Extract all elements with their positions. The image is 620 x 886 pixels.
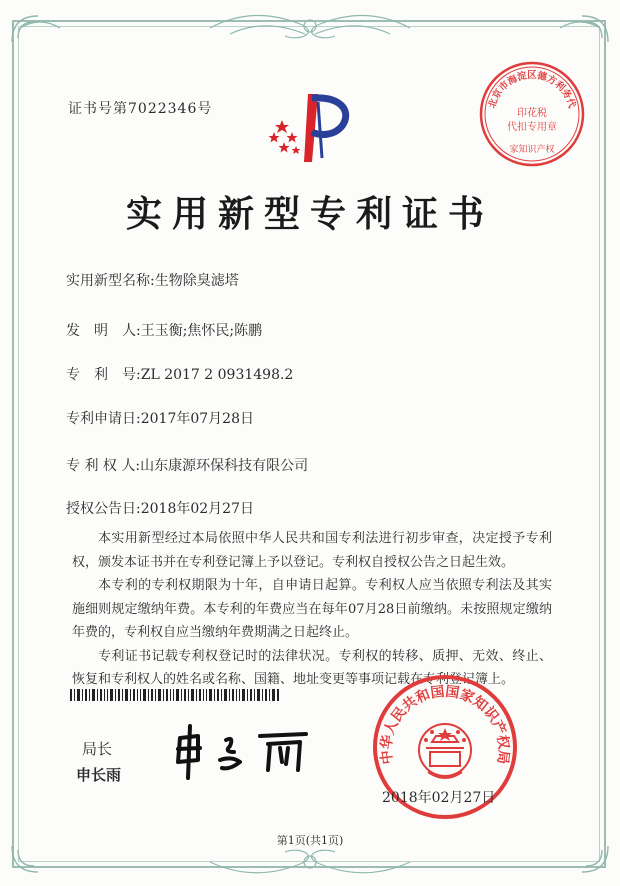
tax-seal-ring-text: 北京市海淀区德方利务代 bbox=[486, 70, 578, 110]
director-title: 局长 bbox=[82, 740, 113, 758]
field-application-date bbox=[66, 408, 254, 428]
field-value: 2018年02月27日 bbox=[140, 501, 254, 517]
tax-seal-stamp bbox=[476, 58, 588, 170]
field-inventor bbox=[66, 320, 262, 340]
tax-seal-line2: 代扣专用章 bbox=[507, 122, 557, 133]
national-seal-ring-text: 中华人民共和国国家知识产权局 bbox=[378, 683, 512, 766]
field-label: 授权公告日: bbox=[66, 501, 141, 517]
field-utility-model-name bbox=[66, 270, 239, 290]
patent-office-logo bbox=[262, 88, 358, 168]
field-value: ZL 2017 2 0931498.2 bbox=[140, 367, 294, 383]
body-paragraph-3: 专利证书记载专利权登记时的法律状况。专利权的转移、质押、无效、终止、恢复和专利权人的姓名或名称、国籍、地址变更等事项记载在专利登记簿上。 bbox=[72, 648, 552, 687]
certificate-number: 证书号第7022346号 bbox=[68, 101, 213, 117]
field-label: 发 明 人: bbox=[66, 323, 141, 339]
director-name: 申长雨 bbox=[76, 766, 122, 784]
field-label: 实用新型名称: bbox=[66, 273, 155, 289]
field-patentee bbox=[66, 455, 308, 475]
field-label: 专 利 权 人: bbox=[66, 458, 141, 474]
field-value: 王玉衡;焦怀民;陈鹏 bbox=[140, 323, 263, 339]
handwritten-signature bbox=[168, 722, 318, 782]
corner-ornament-top-right bbox=[578, 12, 612, 46]
field-value: 山东康源环保科技有限公司 bbox=[140, 458, 309, 474]
page-number: 第1页(共1页) bbox=[276, 834, 344, 847]
body-paragraph-2: 本专利的专利权期限为十年，自申请日起算。专利权人应当依照专利法及其实施细则规定缴纳年费。本专利的年费应当在每年07月28日前缴纳。未按照规定缴纳年费的，专利权自应当缴纳年费期满之日起终止。 bbox=[72, 578, 552, 640]
field-label: 专 利 号: bbox=[66, 367, 141, 383]
field-patent-number bbox=[66, 364, 293, 384]
field-grant-date bbox=[66, 498, 254, 518]
certificate-title: 实用新型专利证书 bbox=[125, 193, 494, 235]
certificate-body bbox=[72, 527, 552, 692]
top-ornament bbox=[0, 8, 620, 48]
issue-date: 2018年02月27日 bbox=[382, 790, 496, 806]
body-paragraph-1: 本实用新型经过本局依照中华人民共和国专利法进行初步审查，决定授予专利权，颁发本证书并在专利登记簿上予以登记。专利权自授权公告之日起生效。 bbox=[72, 531, 552, 570]
field-label: 专利申请日: bbox=[66, 411, 141, 427]
tax-seal-bottom-text: 家知识产权 bbox=[509, 145, 555, 155]
field-value: 2017年07月28日 bbox=[140, 411, 254, 427]
tax-seal-line1: 印花税 bbox=[517, 108, 547, 119]
barcode bbox=[70, 689, 280, 701]
corner-ornament-top-left bbox=[8, 12, 42, 46]
field-value: 生物除臭滤塔 bbox=[154, 273, 239, 289]
